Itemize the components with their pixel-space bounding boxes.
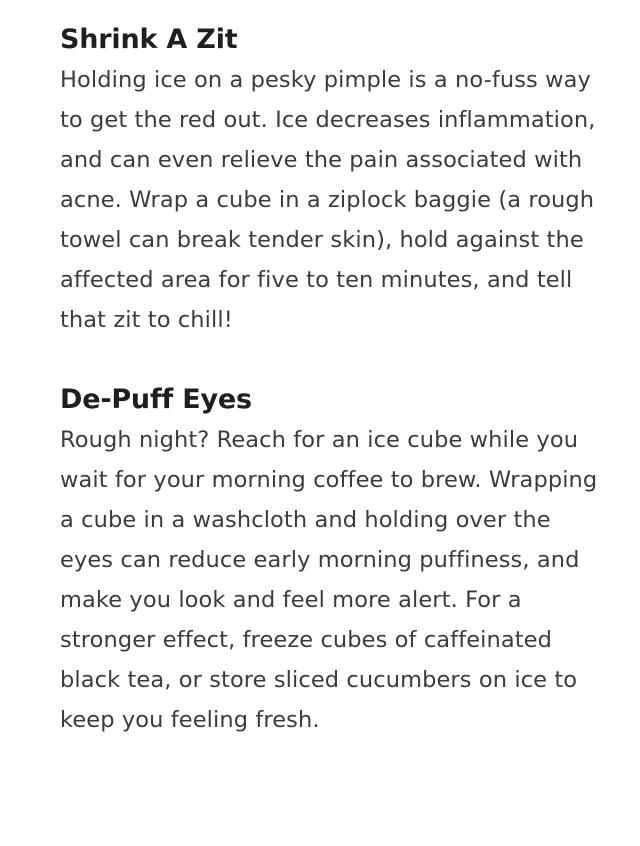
section-de-puff-eyes <box>60 380 600 740</box>
section-shrink-a-zit <box>60 20 600 340</box>
section-body: Rough night? Reach for an ice cube while you wait for your morning coffee to brew. Wrapping a cube in a washcloth and holding over the eyes can reduce early morning puffiness, and make you look and feel more alert. For a stronger effect, freeze cubes of caffeinated black tea, or store sliced cucumbers on ice to keep you feeling fresh. <box>60 427 598 733</box>
section-body: Holding ice on a pesky pimple is a no-fuss way to get the red out. Ice decreases inflammation, and can even relieve the pain associated with acne. Wrap a cube in a ziplock baggie (a rough towel can break tender skin), hold against the affected area for five to ten minutes, and tell that zit to chill! <box>60 67 596 333</box>
section-title: De-Puff Eyes <box>60 384 252 415</box>
section-title: Shrink A Zit <box>60 24 238 55</box>
